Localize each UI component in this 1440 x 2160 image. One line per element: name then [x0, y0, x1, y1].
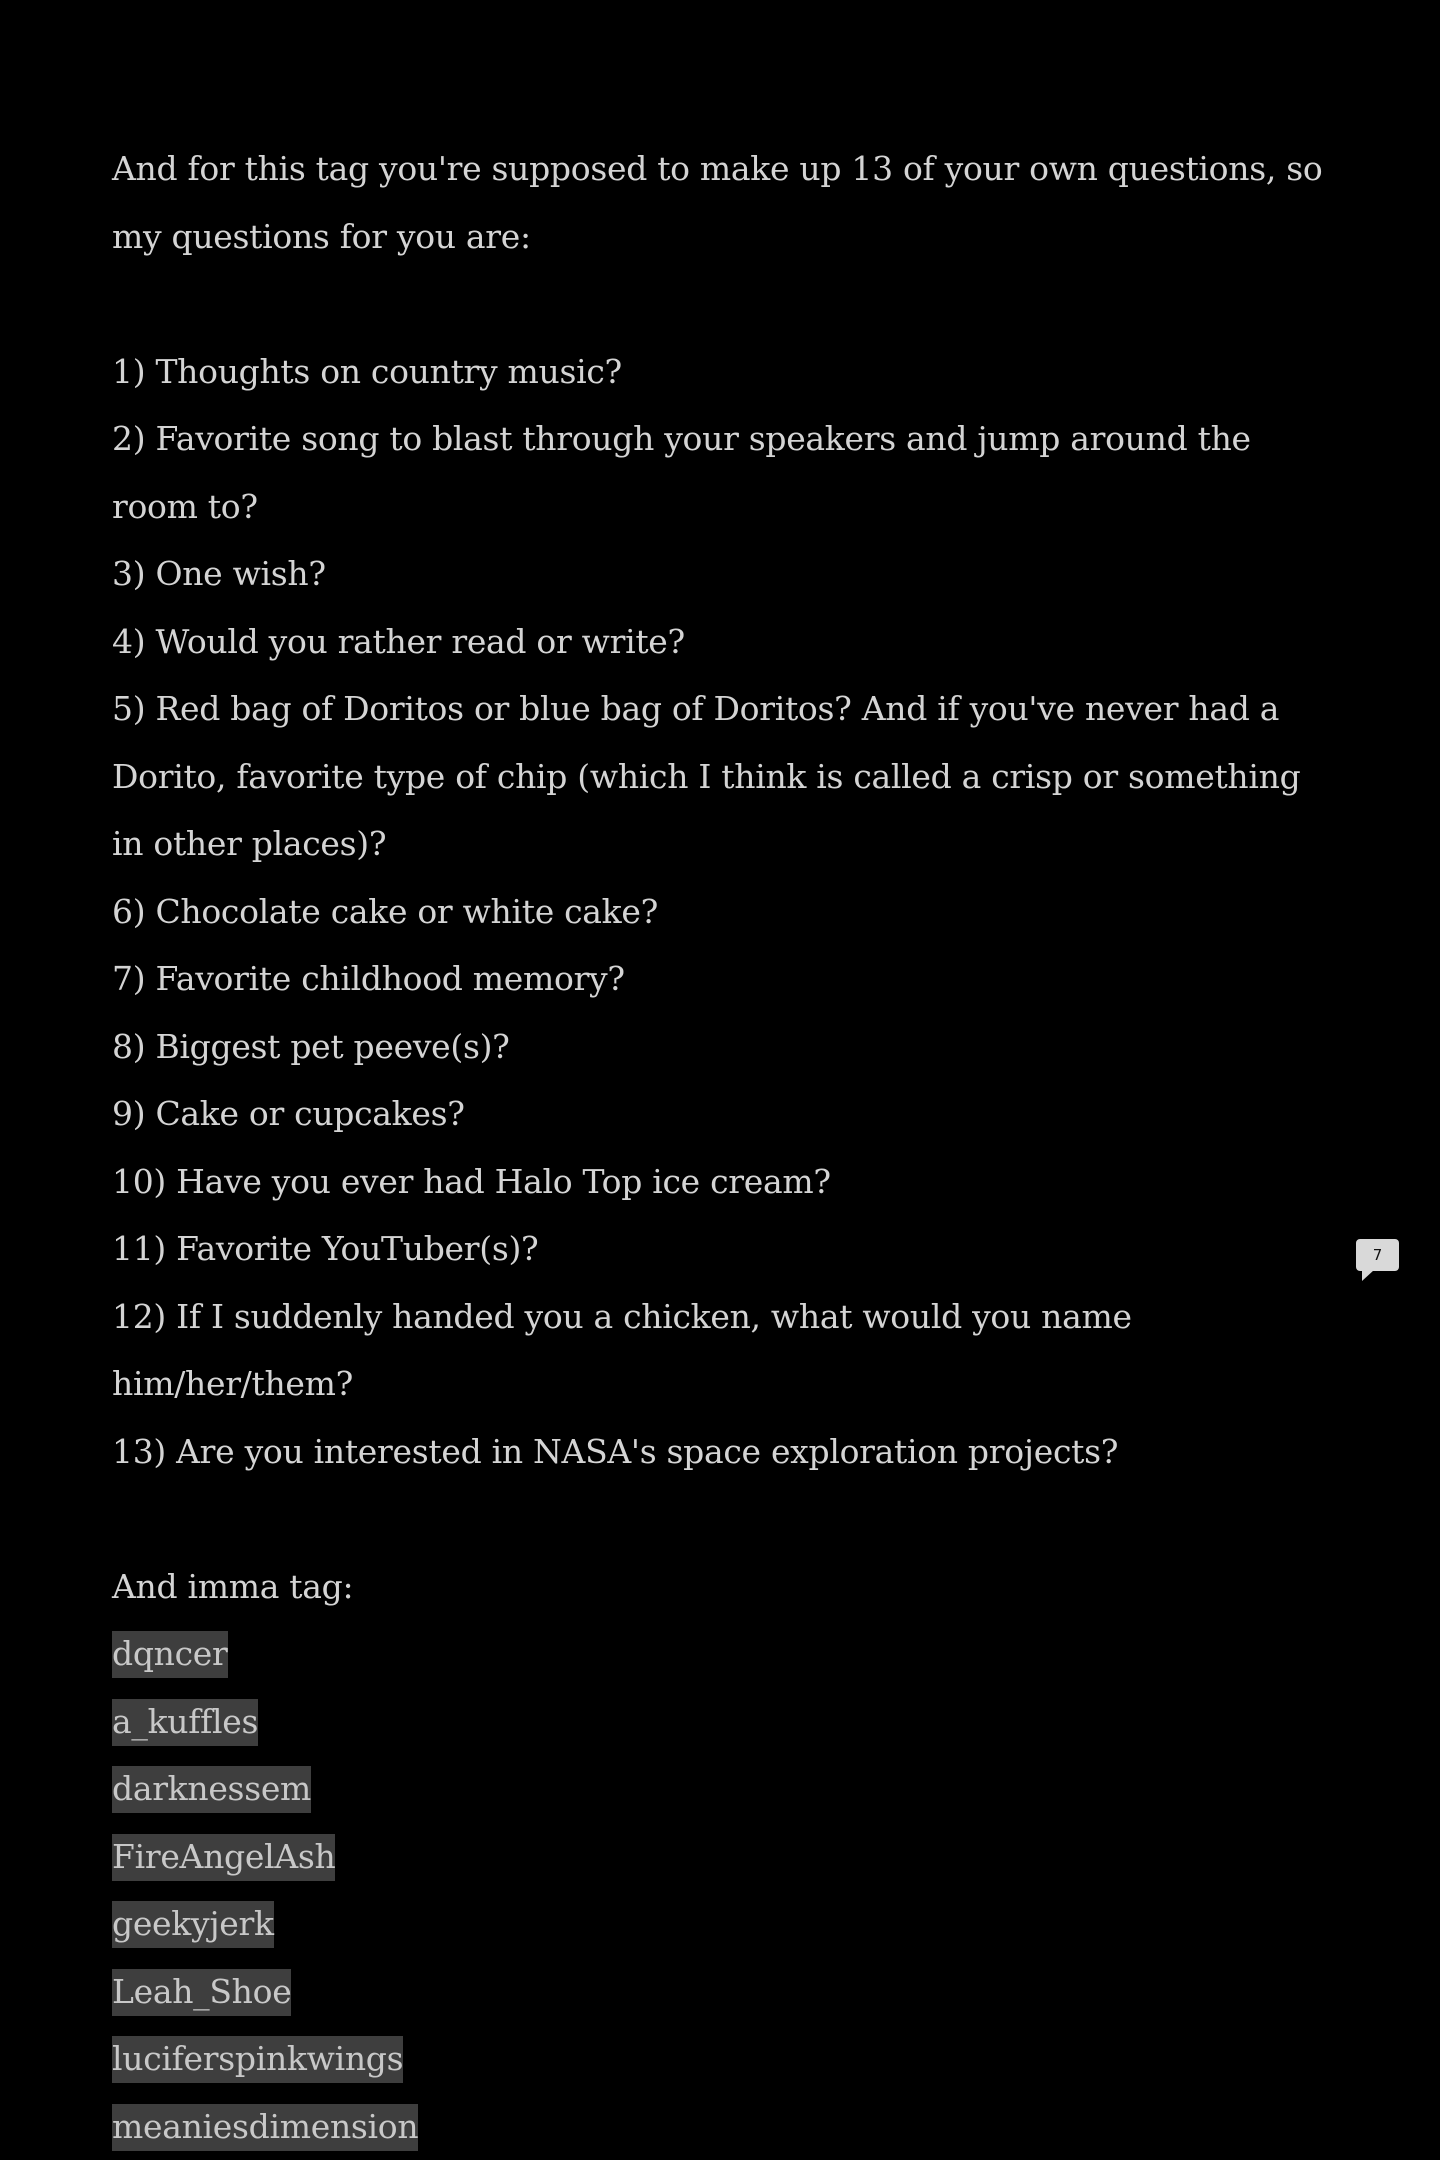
inline-comment-count-button[interactable] [1356, 1239, 1399, 1271]
tagged-user-row [112, 1958, 1332, 2026]
chapter-text [112, 135, 1332, 2160]
question-item: 7) Favorite childhood memory? [112, 945, 1332, 1013]
user-mention-link[interactable]: meaniesdimension [112, 2104, 418, 2151]
question-item: 10) Have you ever had Halo Top ice cream? [112, 1148, 1332, 1216]
spacer [112, 270, 1332, 338]
comment-count: 7 [1373, 1246, 1383, 1264]
user-mention-link[interactable]: Leah_Shoe [112, 1969, 291, 2016]
question-item: 13) Are you interested in NASA's space exploration projects? [112, 1418, 1332, 1486]
question-item: 1) Thoughts on country music? [112, 338, 1332, 406]
question-item: 4) Would you rather read or write? [112, 608, 1332, 676]
question-item: 8) Biggest pet peeve(s)? [112, 1013, 1332, 1081]
question-item: 5) Red bag of Doritos or blue bag of Doritos? And if you've never had a Dorito, favorite type of chip (which I think is called a crisp or something in other places)? [112, 675, 1332, 878]
spacer [112, 1485, 1332, 1553]
user-mention-link[interactable]: luciferspinkwings [112, 2036, 403, 2083]
tagged-user-row [112, 1890, 1332, 1958]
user-mention-link[interactable]: dqncer [112, 1631, 228, 1678]
user-mention-link[interactable]: geekyjerk [112, 1901, 274, 1948]
tagged-user-row [112, 2093, 1332, 2160]
question-item: 11) Favorite YouTuber(s)? [112, 1215, 1332, 1283]
user-mention-link[interactable]: FireAngelAsh [112, 1834, 335, 1881]
question-item: 3) One wish? [112, 540, 1332, 608]
question-item: 2) Favorite song to blast through your speakers and jump around the room to? [112, 405, 1332, 540]
question-item: 6) Chocolate cake or white cake? [112, 878, 1332, 946]
user-mention-link[interactable]: a_kuffles [112, 1699, 258, 1746]
question-item: 9) Cake or cupcakes? [112, 1080, 1332, 1148]
question-item: 12) If I suddenly handed you a chicken, what would you name him/her/them? [112, 1283, 1332, 1418]
tagged-user-row [112, 1755, 1332, 1823]
intro-paragraph: And for this tag you're supposed to make up 13 of your own questions, so my questions for you are: [112, 135, 1332, 270]
tagged-user-row [112, 2025, 1332, 2093]
tagged-user-row [112, 1620, 1332, 1688]
tagged-user-row [112, 1823, 1332, 1891]
tagged-user-row [112, 1688, 1332, 1756]
user-mention-link[interactable]: darknessem [112, 1766, 311, 1813]
tag-heading: And imma tag: [112, 1553, 1332, 1621]
